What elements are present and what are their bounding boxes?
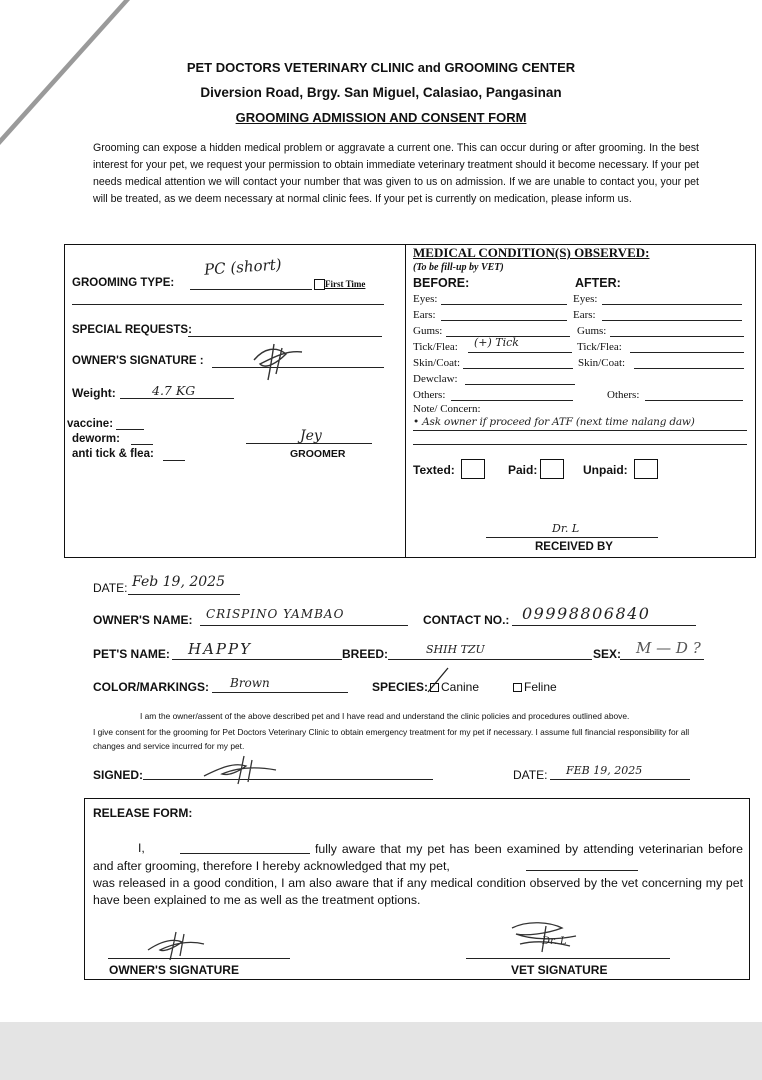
- paid-label: Paid:: [508, 463, 538, 477]
- special-requests-line: [188, 336, 382, 337]
- note-label: Note/ Concern:: [413, 403, 481, 415]
- weight-line: [120, 398, 234, 399]
- vet-sig-line: [466, 958, 670, 959]
- owner-name-value[interactable]: CRISPINO YAMBAO: [206, 607, 345, 621]
- release-owner-signature-scribble: [142, 928, 212, 962]
- owner-signature-scribble: [246, 340, 310, 382]
- date2-label: DATE:: [513, 768, 548, 782]
- anti-tick-label: anti tick & flea:: [72, 448, 154, 460]
- after-skincoat-line: [634, 368, 744, 369]
- canine-label: Canine: [441, 680, 480, 694]
- medical-subheading: (To be fill-up by VET): [413, 262, 504, 273]
- groomer-name-value[interactable]: Jey: [300, 428, 322, 444]
- feline-label: Feline: [524, 680, 557, 694]
- breed-line: [388, 659, 592, 660]
- color-markings-value[interactable]: Brown: [230, 676, 270, 690]
- signed-label: SIGNED:: [93, 768, 144, 782]
- release-pet-line: [526, 870, 638, 871]
- date2-value[interactable]: FEB 19, 2025: [566, 764, 643, 777]
- before-tickflea-line: [468, 352, 572, 353]
- vaccine-line: [116, 429, 144, 430]
- owner-name-label: OWNER'S NAME:: [93, 613, 193, 627]
- before-skincoat-line: [463, 368, 573, 369]
- first-time-label: First Time: [325, 279, 366, 289]
- grooming-type-line: [190, 289, 312, 290]
- deworm-line: [131, 444, 153, 445]
- note-line-2: [413, 444, 747, 445]
- column-divider: [405, 244, 406, 557]
- before-ears-line: [441, 320, 567, 321]
- anti-tick-line: [163, 460, 185, 461]
- vet-sig-label: VET SIGNATURE: [511, 963, 608, 977]
- release-text-part1: I,: [138, 841, 145, 855]
- owner-sig-line: [108, 958, 290, 959]
- before-gums-label: Gums:: [413, 325, 443, 337]
- weight-label: Weight:: [72, 386, 116, 400]
- clinic-name: PET DOCTORS VETERINARY CLINIC and GROOMING CENTER: [186, 60, 576, 75]
- after-skincoat-label: Skin/Coat:: [578, 357, 626, 369]
- pet-name-line: [172, 659, 342, 660]
- form-title: GROOMING ADMISSION AND CONSENT FORM: [235, 110, 527, 125]
- owner-sig-label: OWNER'S SIGNATURE: [109, 963, 239, 977]
- date-label: DATE:: [93, 581, 128, 595]
- vet-sig-initials: Dr. L: [542, 936, 567, 947]
- weight-value[interactable]: 4.7 KG: [152, 383, 196, 398]
- groomer-label: GROOMER: [290, 448, 346, 460]
- species-label: SPECIES:: [372, 680, 429, 694]
- medical-heading: MEDICAL CONDITION(S) OBSERVED:: [413, 245, 650, 260]
- after-eyes-line: [602, 304, 742, 305]
- received-by-value[interactable]: Dr. L: [552, 522, 580, 535]
- note-line-1: [413, 430, 747, 431]
- signed-line: [143, 779, 433, 780]
- intro-paragraph: Grooming can expose a hidden medical problem or aggravate a current one. This can occur during or after grooming. In the best interest for your pet, we request your permission to obtain immediate veterinary treatment should it become necessary. If your pet needs medical attention we will contact your number that was given to us on admission. If we are unable to contact you, your pet will be treated, as we deem necessary at normal clinic fees. If your pet is currently on medication, please inform us.: [93, 142, 699, 205]
- texted-checkbox[interactable]: [461, 459, 485, 479]
- pet-name-value[interactable]: HAPPY: [188, 640, 253, 658]
- date-value[interactable]: Feb 19, 2025: [132, 574, 225, 590]
- unpaid-label: Unpaid:: [583, 463, 628, 477]
- note-value[interactable]: • Ask owner if proceed for ATF (next time nalang daw): [413, 416, 695, 428]
- special-requests-label: SPECIAL REQUESTS:: [72, 324, 192, 336]
- after-gums-label: Gums:: [577, 325, 607, 337]
- deworm-label: deworm:: [72, 433, 120, 445]
- after-eyes-label: Eyes:: [573, 293, 598, 305]
- first-time-checkbox[interactable]: [314, 279, 325, 290]
- groomer-line: [246, 443, 372, 444]
- sex-value[interactable]: M — D ?: [636, 639, 701, 657]
- date2-line: [550, 779, 690, 780]
- breed-label: BREED:: [342, 647, 389, 661]
- release-text-part2: fully aware that my pet has been examined by attending veterinarian before and after grooming, therefore I hereby acknowledged that my pet,: [93, 842, 743, 873]
- signed-signature-scribble: [200, 754, 284, 788]
- paid-checkbox[interactable]: [540, 459, 564, 479]
- contact-line: [512, 625, 696, 626]
- clinic-address: Diversion Road, Brgy. San Miguel, Calasiao, Pangasinan: [200, 85, 562, 100]
- before-dewclaw-label: Dewclaw:: [413, 373, 458, 385]
- contact-value[interactable]: 09998806840: [522, 604, 651, 623]
- scan-edge: [0, 1022, 762, 1080]
- before-others-label: Others:: [413, 389, 446, 401]
- before-dewclaw-line: [465, 384, 575, 385]
- before-tickflea-value[interactable]: (+) Tick: [474, 336, 519, 349]
- feline-checkbox[interactable]: [513, 683, 522, 692]
- after-others-label: Others:: [607, 389, 640, 401]
- pet-name-label: PET'S NAME:: [93, 647, 170, 661]
- before-others-line: [451, 400, 573, 401]
- before-eyes-label: Eyes:: [413, 293, 438, 305]
- after-label: AFTER:: [575, 276, 621, 290]
- owner-name-line: [200, 625, 408, 626]
- before-skincoat-label: Skin/Coat:: [413, 357, 461, 369]
- release-heading: RELEASE FORM:: [93, 806, 193, 820]
- after-tickflea-line: [630, 352, 744, 353]
- vaccine-label: vaccine:: [67, 418, 114, 430]
- before-ears-label: Ears:: [413, 309, 436, 321]
- after-tickflea-label: Tick/Flea:: [577, 341, 622, 353]
- contact-label: CONTACT NO.:: [423, 613, 510, 627]
- owner-signature-label: OWNER'S SIGNATURE :: [72, 355, 204, 367]
- unpaid-checkbox[interactable]: [634, 459, 658, 479]
- before-tickflea-label: Tick/Flea:: [413, 341, 458, 353]
- grooming-type-value[interactable]: PC (short): [203, 255, 283, 279]
- received-by-line: [486, 537, 658, 538]
- after-others-line: [645, 400, 743, 401]
- grooming-type-label: GROOMING TYPE:: [72, 277, 175, 289]
- consent-line-2: I give consent for the grooming for Pet Doctors Veterinary Clinic to obtain emergency treatment for my pet if necessary. I assume full financial responsibility for all changes and service incurred for my pet.: [93, 727, 690, 751]
- admission-box: [64, 244, 756, 558]
- consent-line-1: I am the owner/assent of the above described pet and I have read and understand the clinic policies and procedures outlined above.: [140, 711, 630, 721]
- color-markings-label: COLOR/MARKINGS:: [93, 680, 209, 694]
- sex-label: SEX:: [593, 647, 622, 661]
- before-label: BEFORE:: [413, 276, 470, 290]
- date-line: [128, 594, 240, 595]
- after-ears-line: [602, 320, 742, 321]
- sex-line: [620, 659, 704, 660]
- received-by-label: RECEIVED BY: [535, 541, 613, 553]
- texted-label: Texted:: [413, 463, 455, 477]
- grooming-extra-line: [72, 304, 384, 305]
- before-eyes-line: [441, 304, 567, 305]
- breed-value[interactable]: SHIH TZU: [426, 643, 485, 656]
- after-ears-label: Ears:: [573, 309, 596, 321]
- color-markings-line: [212, 692, 348, 693]
- release-text-part3: was released in a good condition, I am also aware that if any medical condition observed by the vet concerning my pet have been explained to me as well as the treatment options.: [93, 876, 743, 907]
- after-gums-line: [610, 336, 744, 337]
